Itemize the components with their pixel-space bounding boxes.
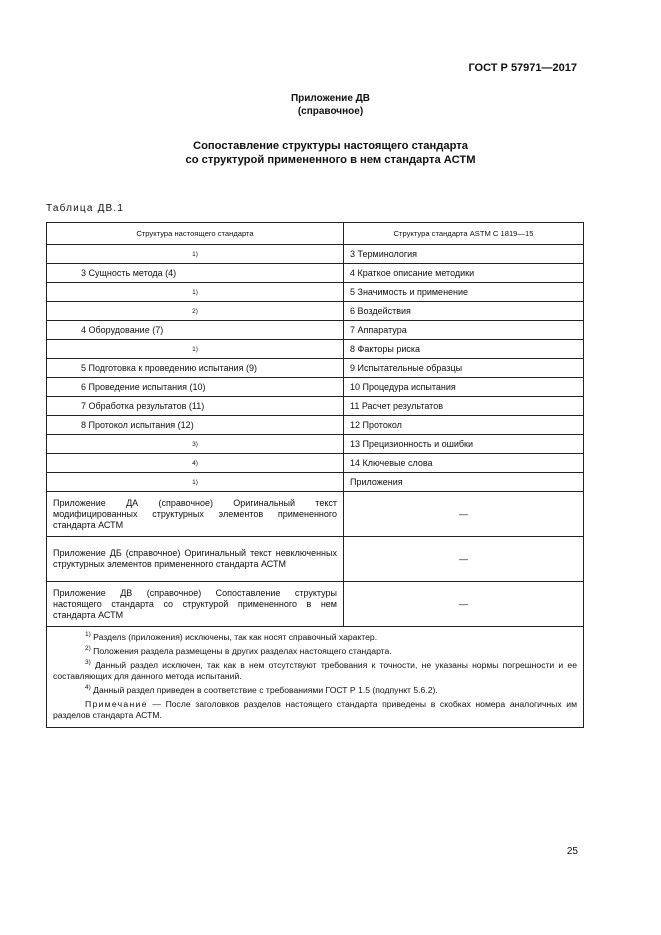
structure-comparison-table xyxy=(46,222,584,728)
table-row xyxy=(47,359,584,378)
page-title xyxy=(0,139,661,167)
table-notes xyxy=(47,627,584,728)
table-row xyxy=(47,302,584,321)
table-row xyxy=(47,378,584,397)
table-row xyxy=(47,492,584,537)
footnote-ref: 1) xyxy=(47,245,344,264)
footnote-ref: 2) xyxy=(47,302,344,321)
table-cell: 8 Протокол испытания (12) xyxy=(47,416,344,435)
table-cell: 7 Обработка результатов (11) xyxy=(47,397,344,416)
table-cell: — xyxy=(344,537,584,582)
standard-code: ГОСТ Р 57971—2017 xyxy=(468,62,577,74)
table-cell: 4 Краткое описание методики xyxy=(344,264,584,283)
footnote-ref: 1) xyxy=(47,283,344,302)
table-cell: — xyxy=(344,582,584,627)
column-header: Структура настоящего стандарта xyxy=(47,223,344,245)
appendix-subtitle: (справочное) xyxy=(297,106,364,117)
table-row xyxy=(47,321,584,340)
table-row xyxy=(47,473,584,492)
appendix-title: Приложение ДВ xyxy=(290,93,371,104)
table-cell: 6 Проведение испытания (10) xyxy=(47,378,344,397)
note-text: — После заголовков разделов настоящего стандарта приведены в скобках номера аналогичных им разделов стандарта АСТМ. xyxy=(53,699,577,721)
footnote-text: Данный раздел приведен в соответствие с требованиями ГОСТ Р 1.5 (подпункт 5.6.2). xyxy=(93,684,438,695)
footnote-ref: 4) xyxy=(47,454,344,473)
table-cell: Приложение ДА (справочное) Оригинальный текст модифицированных структурных элементов примененного стандарта АСТМ xyxy=(47,492,344,537)
footnote-ref: 3) xyxy=(47,435,344,454)
table-row xyxy=(47,416,584,435)
footnote-text: Разделs (приложения) исключены, так как носят справочный характер. xyxy=(93,631,378,642)
table-cell: 5 Подготовка к проведению испытания (9) xyxy=(47,359,344,378)
page-number: 25 xyxy=(566,846,578,857)
table-row xyxy=(47,245,584,264)
table-cell: 11 Расчет результатов xyxy=(344,397,584,416)
footnote xyxy=(53,682,577,696)
table-row xyxy=(47,283,584,302)
table-row xyxy=(47,264,584,283)
table-cell: 8 Факторы риска xyxy=(344,340,584,359)
table-notes-row xyxy=(47,627,584,728)
table-cell: 3 Терминология xyxy=(344,245,584,264)
table-cell: 7 Аппаратура xyxy=(344,321,584,340)
appendix-heading xyxy=(0,92,661,118)
footnote xyxy=(53,657,577,682)
table-caption: Таблица ДВ.1 xyxy=(46,203,125,214)
table-cell: Приложение ДВ (справочное) Сопоставление структуры настоящего стандарта со структурой примененного в нем стандарта АСТМ xyxy=(47,582,344,627)
footnote-text: Данный раздел исключен, так как в нем отсутствуют требования к точности, не указаны нормы погрешности и ее составляющих для данного метода испытаний. xyxy=(53,659,577,681)
footnote-text: Положения раздела размещены в других разделах настоящего стандарта. xyxy=(93,645,392,656)
table-cell: 5 Значимость и применение xyxy=(344,283,584,302)
table-cell: 14 Ключевые слова xyxy=(344,454,584,473)
table-note xyxy=(53,699,577,721)
table-cell: 6 Воздействия xyxy=(344,302,584,321)
table-cell: Приложение ДБ (справочное) Оригинальный текст невключенных структурных элементов примененного стандарта АСТМ xyxy=(47,537,344,582)
footnote xyxy=(53,629,577,643)
note-label: Примечание xyxy=(85,699,148,710)
table-row xyxy=(47,582,584,627)
table-row xyxy=(47,340,584,359)
table-cell: Приложения xyxy=(344,473,584,492)
footnote-ref: 1) xyxy=(47,473,344,492)
table-row xyxy=(47,454,584,473)
table-row xyxy=(47,397,584,416)
footnote-mark: 1) xyxy=(85,631,91,638)
footnote-mark: 3) xyxy=(85,658,91,666)
table-cell: 9 Испытательные образцы xyxy=(344,359,584,378)
footnote-mark: 2) xyxy=(85,644,91,652)
table-cell: 10 Процедура испытания xyxy=(344,378,584,397)
table-cell: 12 Протокол xyxy=(344,416,584,435)
table-cell: 13 Прецизионность и ошибки xyxy=(344,435,584,454)
footnote-ref: 1) xyxy=(47,340,344,359)
footnote-mark: 4) xyxy=(85,683,91,691)
table-row xyxy=(47,435,584,454)
table-cell: 3 Сущность метода (4) xyxy=(47,264,344,283)
footnote xyxy=(53,643,577,657)
column-header: Структура стандарта ASTM C 1819—15 xyxy=(344,223,584,245)
table-cell: 4 Оборудование (7) xyxy=(47,321,344,340)
table-row xyxy=(47,537,584,582)
title-line-1: Сопоставление структуры настоящего стандарта xyxy=(193,140,468,152)
title-line-2: со структурой примененного в нем стандарта АСТМ xyxy=(185,154,476,166)
table-cell: — xyxy=(344,492,584,537)
table-header-row xyxy=(47,223,584,245)
